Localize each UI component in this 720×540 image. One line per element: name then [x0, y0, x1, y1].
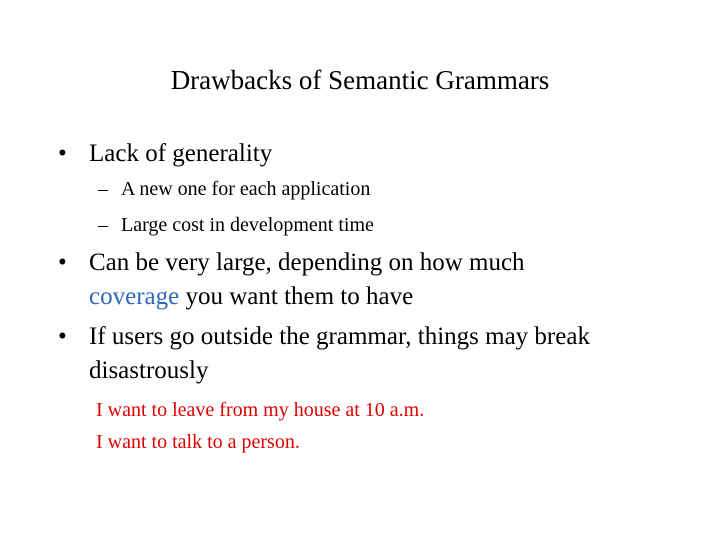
bullet-text: Lack of generality: [89, 140, 273, 167]
bullet-text-line1: Can be very large, depending on how much: [89, 249, 525, 276]
sub-bullet-text: A new one for each application: [121, 178, 371, 200]
bullet-text-line1: If users go outside the grammar, things may break: [89, 323, 590, 350]
bullet-marker: •: [58, 140, 67, 167]
example-sentence: I want to leave from my house at 10 a.m.: [96, 399, 425, 421]
sub-bullet-marker: –: [98, 214, 108, 236]
bullet-text-line2: [89, 280, 413, 314]
bullet-marker: •: [58, 323, 67, 350]
slide-title: Drawbacks of Semantic Grammars: [170, 65, 550, 95]
sub-bullet-text: Large cost in development time: [121, 214, 374, 236]
sub-bullet-marker: –: [98, 178, 108, 200]
bullet-marker: •: [58, 249, 67, 276]
coverage-highlight: coverage: [89, 283, 180, 310]
example-sentence: I want to talk to a person.: [96, 431, 300, 453]
bullet-text-line2: disastrously: [89, 357, 209, 384]
bullet-text-line2-rest: you want them to have: [179, 283, 414, 310]
